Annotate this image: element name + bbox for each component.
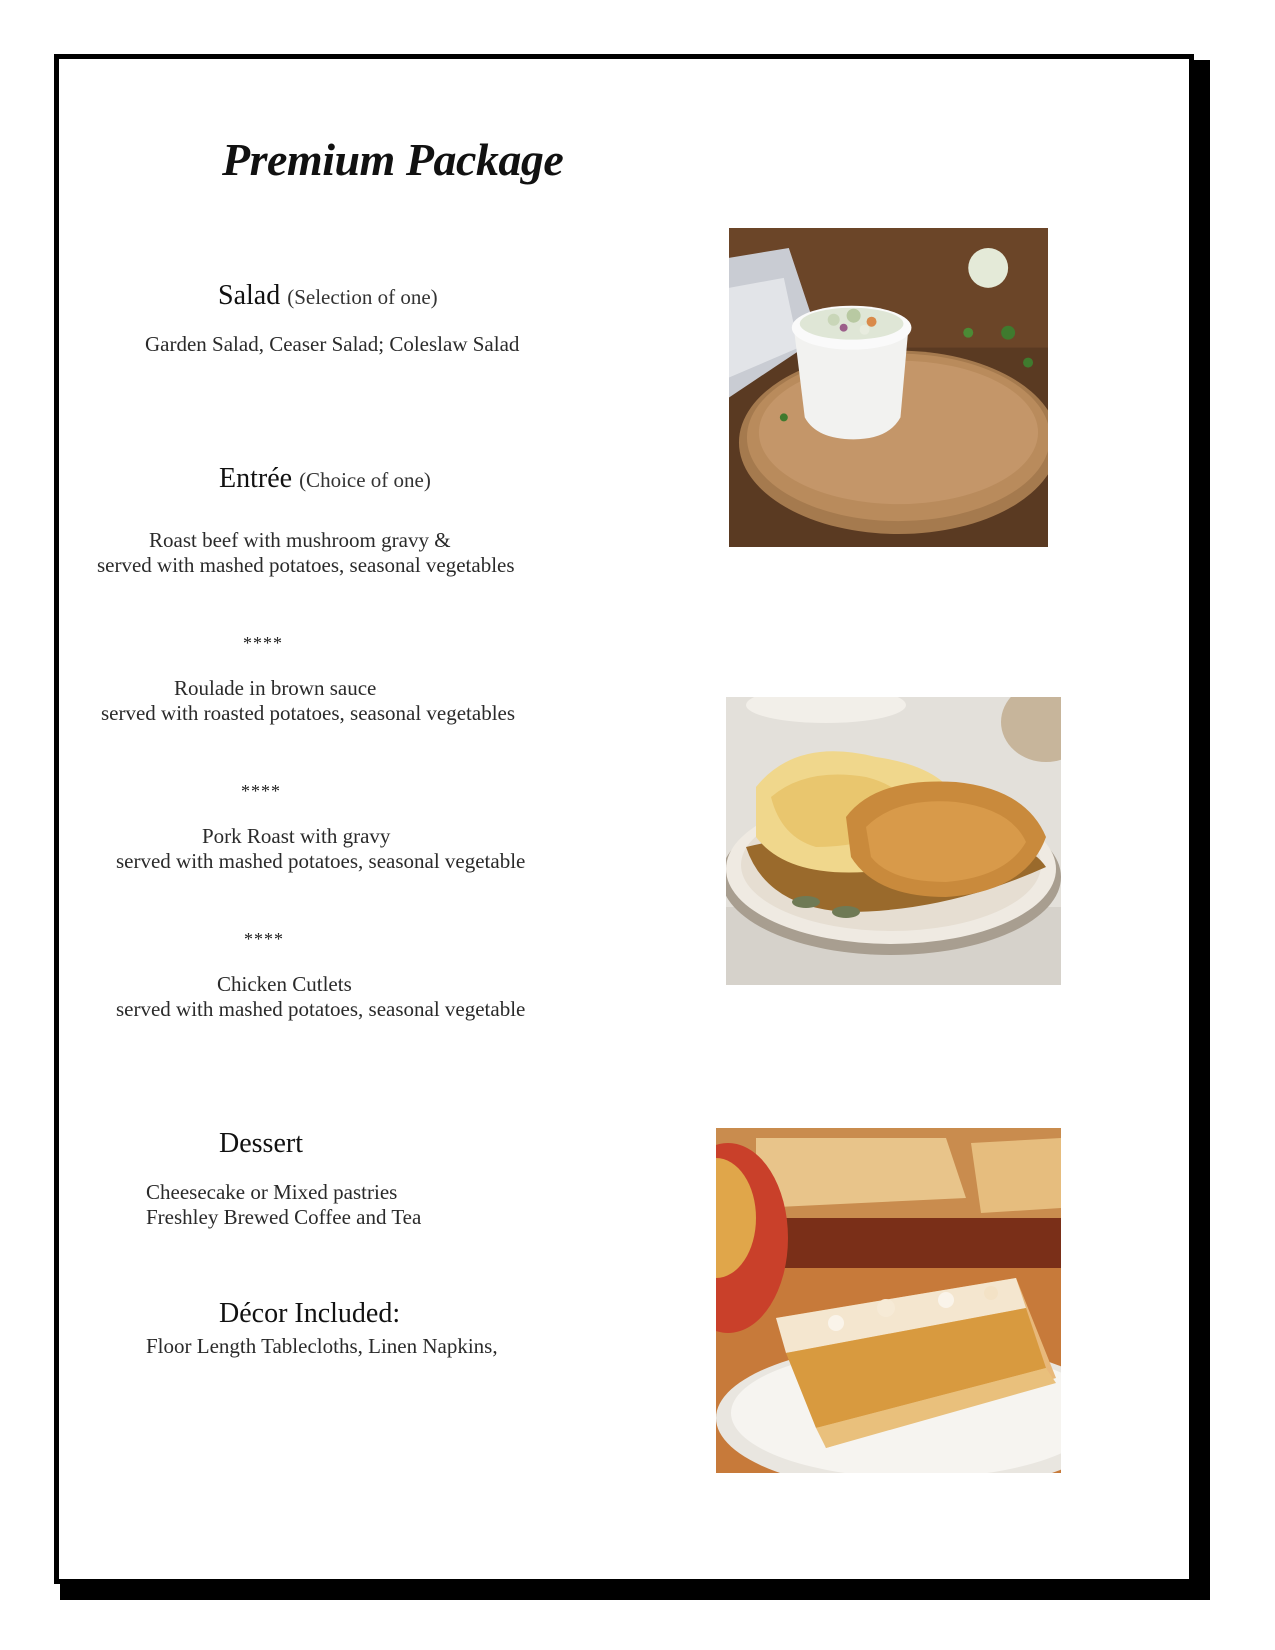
entree-option-3-line1: Pork Roast with gravy	[202, 824, 391, 848]
entree-separator: ****	[241, 781, 281, 801]
decor-heading: Décor Included:	[219, 1298, 401, 1329]
entree-heading-label: Entrée	[219, 463, 293, 494]
apple-crumble-bar-photo	[716, 1128, 1061, 1473]
entree-separator: ****	[243, 633, 283, 653]
entree-option-2-line2: served with roasted potatoes, seasonal vegetables	[101, 701, 516, 725]
salad-heading-label: Salad	[218, 280, 281, 311]
decor-line-1: Floor Length Tablecloths, Linen Napkins,	[146, 1334, 498, 1358]
entree-heading-sub: (Choice of one)	[299, 468, 431, 492]
entree-option-1-line1: Roast beef with mushroom gravy &	[149, 528, 451, 552]
page-title: Premium Package	[222, 134, 564, 185]
salad-heading-sub: (Selection of one)	[287, 285, 438, 309]
entree-option-2-line1: Roulade in brown sauce	[174, 676, 377, 700]
coleslaw-photo	[729, 228, 1048, 547]
dessert-line-2: Freshley Brewed Coffee and Tea	[146, 1205, 422, 1229]
dessert-heading: Dessert	[219, 1128, 303, 1159]
salad-items: Garden Salad, Ceaser Salad; Coleslaw Salad	[145, 332, 520, 356]
dessert-line-1: Cheesecake or Mixed pastries	[146, 1180, 398, 1204]
roast-with-gravy-photo	[726, 697, 1061, 985]
entree-option-1-line2: served with mashed potatoes, seasonal vegetables	[97, 553, 515, 577]
entree-option-3-line2: served with mashed potatoes, seasonal vegetable	[116, 849, 526, 873]
entree-heading	[219, 463, 431, 495]
entree-separator: ****	[244, 929, 284, 949]
salad-heading	[218, 280, 438, 312]
entree-option-4-line2: served with mashed potatoes, seasonal vegetable	[116, 997, 526, 1021]
entree-option-4-line1: Chicken Cutlets	[217, 972, 352, 996]
